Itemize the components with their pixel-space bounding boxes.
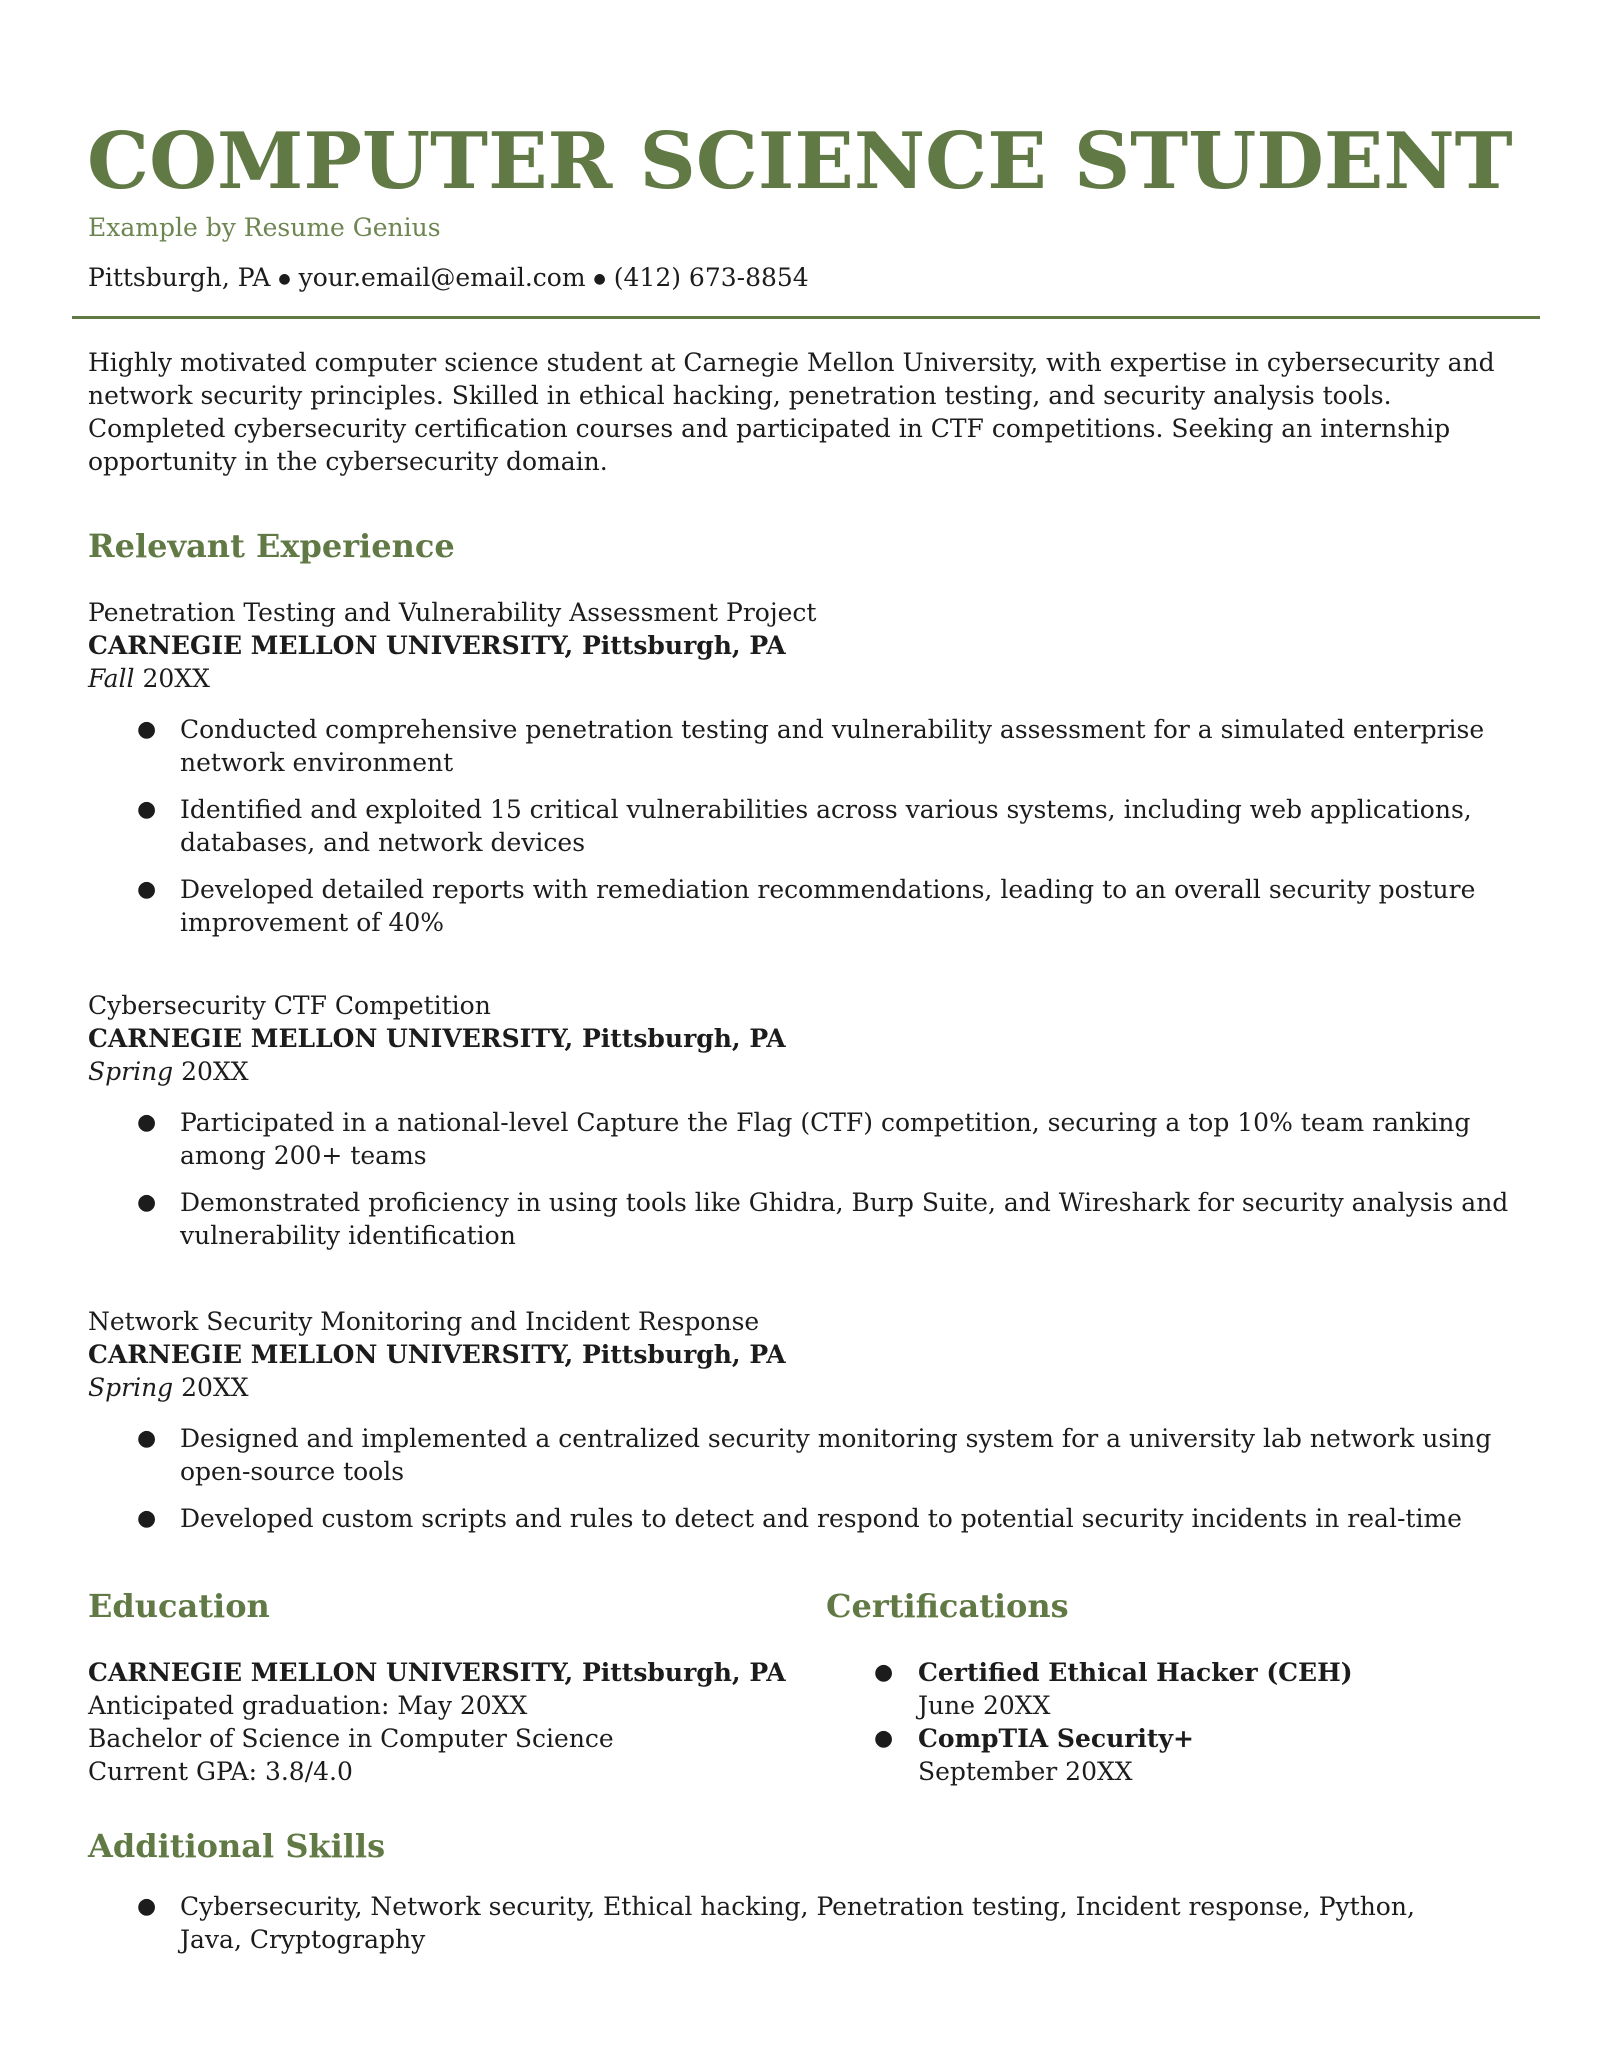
bullet-icon: ●: [137, 1190, 157, 1215]
cert-date: June 20XX: [918, 1691, 1051, 1720]
list-item: [88, 1422, 1550, 1488]
skills-list: [88, 1890, 1508, 1956]
skills-heading: Additional Skills: [88, 1827, 386, 1865]
job-season: Spring: [88, 1057, 174, 1086]
header-divider: [72, 316, 1540, 319]
list-item: [88, 1502, 1550, 1535]
bullet-text: Demonstrated proficiency in using tools like Ghidra, Burp Suite, and Wireshark for security analysis and vulnerability identification: [180, 1188, 1509, 1250]
experience-heading: Relevant Experience: [88, 527, 455, 565]
cert-name: CompTIA Security+: [918, 1724, 1194, 1753]
school-name: CARNEGIE MELLON UNIVERSITY, Pittsburgh, PA: [88, 1658, 786, 1687]
list-item: [874, 1722, 1514, 1788]
education-entry: [88, 1656, 788, 1788]
summary-paragraph: Highly motivated computer science student at Carnegie Mellon University, with expertise in cybersecurity and network security principles. Skilled in ethical hacking, penetration testing, and security analysis tools. Completed cybersecurity certification courses and participated in CTF competitions. Seeking an internship opportunity in the cybersecurity domain.: [88, 348, 1495, 476]
certifications-list: [874, 1656, 1514, 1788]
bullet-icon: ●: [874, 1660, 894, 1685]
job-title: Cybersecurity CTF Competition: [88, 991, 491, 1020]
list-item: [874, 1656, 1514, 1722]
list-item: [88, 1890, 1460, 1956]
list-item: [88, 1186, 1550, 1252]
list-item: [88, 793, 1550, 859]
bullet-text: Designed and implemented a centralized security monitoring system for a university lab network using open-source tools: [180, 1424, 1492, 1486]
bullet-icon: ●: [137, 797, 157, 822]
bullet-text: Developed detailed reports with remediation recommendations, leading to an overall security posture improvement of 40%: [180, 875, 1476, 937]
certifications-heading: Certifications: [826, 1587, 1069, 1625]
contact-phone: (412) 673-8854: [613, 263, 809, 292]
job-date: [88, 1371, 1508, 1404]
job-season: Fall: [88, 664, 135, 693]
bullet-text: Identified and exploited 15 critical vulnerabilities across various systems, including web applications, databases, and network devices: [180, 795, 1472, 857]
bullet-text: Developed custom scripts and rules to detect and respond to potential security incidents in real-time: [180, 1504, 1462, 1533]
degree: Bachelor of Science in Computer Science: [88, 1724, 614, 1753]
resume-title: COMPUTER SCIENCE STUDENT: [87, 116, 1513, 207]
bullet-icon: ●: [137, 717, 157, 742]
experience-entry: [88, 989, 1508, 1266]
list-item: [88, 713, 1550, 779]
bullet-icon: ●: [137, 1506, 157, 1531]
gpa: Current GPA: 3.8/4.0: [88, 1757, 353, 1786]
cert-name: Certified Ethical Hacker (CEH): [918, 1658, 1353, 1687]
bullet-icon: ●: [137, 1894, 157, 1919]
bullet-icon: ●: [137, 1426, 157, 1451]
list-item: [88, 1106, 1550, 1172]
bullet-icon: ●: [874, 1726, 894, 1751]
job-title: Penetration Testing and Vulnerability Assessment Project: [88, 598, 817, 627]
bullet-icon: ●: [137, 1110, 157, 1135]
separator-dot: ●: [593, 271, 606, 287]
list-item: [88, 873, 1550, 939]
bullet-icon: ●: [137, 877, 157, 902]
job-year: 20XX: [142, 664, 210, 693]
bullet-text: Conducted comprehensive penetration testing and vulnerability assessment for a simulated enterprise network environment: [180, 715, 1485, 777]
job-bullets: [88, 1106, 1508, 1252]
byline: Example by Resume Genius: [88, 213, 441, 242]
separator-dot: ●: [278, 271, 291, 287]
skills-text: Cybersecurity, Network security, Ethical hacking, Penetration testing, Incident response, Python, Java, Cryptography: [180, 1892, 1415, 1954]
contact-location: Pittsburgh, PA: [88, 263, 271, 292]
job-season: Spring: [88, 1373, 174, 1402]
job-organization: CARNEGIE MELLON UNIVERSITY, Pittsburgh, PA: [88, 1340, 786, 1369]
education-heading: Education: [88, 1587, 270, 1625]
experience-entry: [88, 596, 1508, 953]
cert-date: September 20XX: [918, 1757, 1133, 1786]
job-bullets: [88, 1422, 1508, 1535]
bullet-text: Participated in a national-level Capture the Flag (CTF) competition, securing a top 10% team ranking among 200+ teams: [180, 1108, 1471, 1170]
job-date: [88, 662, 1508, 695]
job-year: 20XX: [181, 1057, 249, 1086]
job-organization: CARNEGIE MELLON UNIVERSITY, Pittsburgh, PA: [88, 631, 786, 660]
job-date: [88, 1055, 1508, 1088]
graduation-date: Anticipated graduation: May 20XX: [88, 1691, 528, 1720]
experience-entry: [88, 1305, 1508, 1549]
skills-entry: [88, 1890, 1508, 1970]
job-bullets: [88, 713, 1508, 939]
contact-line: [88, 262, 809, 295]
job-organization: CARNEGIE MELLON UNIVERSITY, Pittsburgh, PA: [88, 1024, 786, 1053]
job-title: Network Security Monitoring and Incident Response: [88, 1307, 760, 1336]
contact-email[interactable]: your.email@email.com: [298, 263, 586, 292]
job-year: 20XX: [181, 1373, 249, 1402]
